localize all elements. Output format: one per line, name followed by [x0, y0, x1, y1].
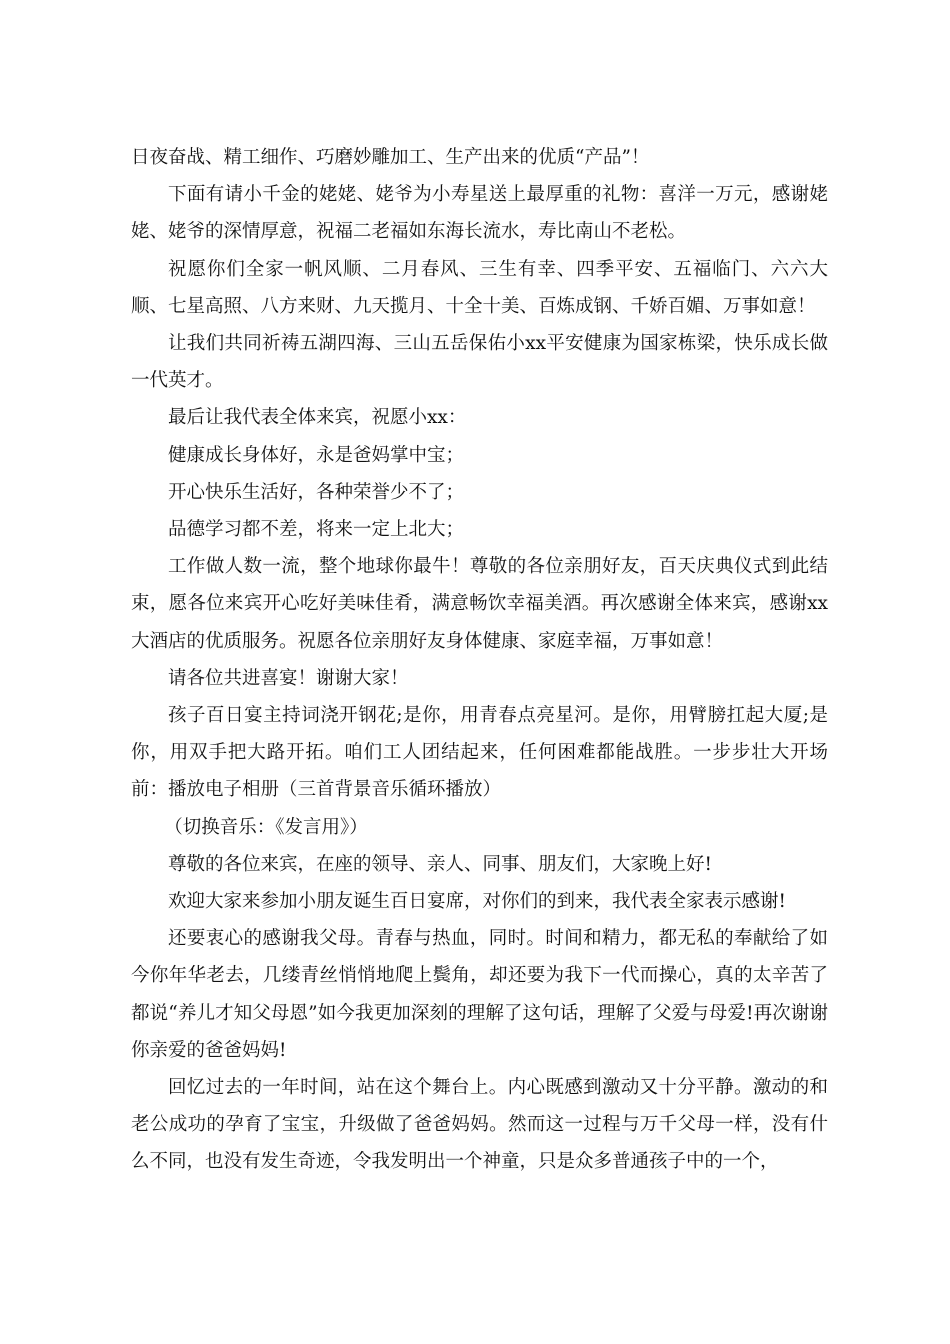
paragraph: 尊敬的各位来宾，在座的领导、亲人、同事、朋友们，大家晚上好!: [168, 853, 712, 875]
paragraph: 祝愿你们全家一帆风顺、二月春风、三生有幸、四季平安、五福临门、六六大顺、七星高照、八方来财、九天揽月、十全十美、百炼成钢、千娇百媚、万事如意！: [131, 258, 828, 317]
paragraph: 让我们共同祈祷五湖四海、三山五岳保佑小xx平安健康为国家栋梁，快乐成长做一代英才。: [131, 333, 828, 392]
paragraph: （切换音乐：《发言用》）: [164, 816, 368, 838]
paragraph: 最后让我代表全体来宾，祝愿小xx：: [168, 407, 467, 429]
paragraph: 孩子百日宴主持词浇开钢花;是你，用青春点亮星河。是你，用臂膀扛起大厦;是你，用双手把大路开拓。咱们工人团结起来，任何困难都能战胜。一步步壮大开场前：播放电子相册（三首背景音乐循环播放）: [131, 705, 828, 801]
paragraph: 回忆过去的一年时间，站在这个舞台上。内心既感到激动又十分平静。激动的和老公成功的孕育了宝宝，升级做了爸爸妈妈。然而这一过程与万千父母一样，没有什么不同，也没有发生奇迹，令我发明出一个神童，只是众多普通孩子中的一个，: [131, 1077, 828, 1173]
paragraph: 工作做人数一流，整个地球你最牛！尊敬的各位亲朋好友，百天庆典仪式到此结束，愿各位来宾开心吃好美味佳肴，满意畅饮幸福美酒。再次感谢全体来宾，感谢xx大酒店的优质服务。祝愿各位亲朋好友身体健康、家庭幸福，万事如意！: [131, 556, 828, 652]
paragraph: 日夜奋战、精工细作、巧磨妙雕加工、生产出来的优质“产品”！: [131, 147, 650, 168]
paragraph: 品德学习都不差，将来一定上北大；: [168, 519, 465, 541]
paragraph: 健康成长身体好，永是爸妈掌中宝；: [168, 444, 465, 466]
paragraph: 还要衷心的感谢我父母。青春与热血，同时。时间和精力，都无私的奉献给了如今你年华老去，几缕青丝悄悄地爬上鬓角，却还要为我下一代而操心，真的太辛苦了都说“养儿才知父母恩”如今我更加深刻的理解了这句话，理解了父爱与母爱!再次谢谢你亲爱的爸爸妈妈!: [131, 928, 828, 1061]
paragraph: 请各位共进喜宴！谢谢大家！: [168, 667, 409, 689]
paragraph: 开心快乐生活好，各种荣誉少不了；: [168, 481, 465, 503]
document-body: [131, 139, 828, 1181]
paragraph: 欢迎大家来参加小朋友诞生百日宴席，对你们的到来，我代表全家表示感谢!: [168, 891, 786, 913]
paragraph: 下面有请小千金的姥姥、姥爷为小寿星送上最厚重的礼物：喜洋一万元，感谢姥姥、姥爷的深情厚意，祝福二老福如东海长流水，寿比南山不老松。: [131, 184, 828, 243]
